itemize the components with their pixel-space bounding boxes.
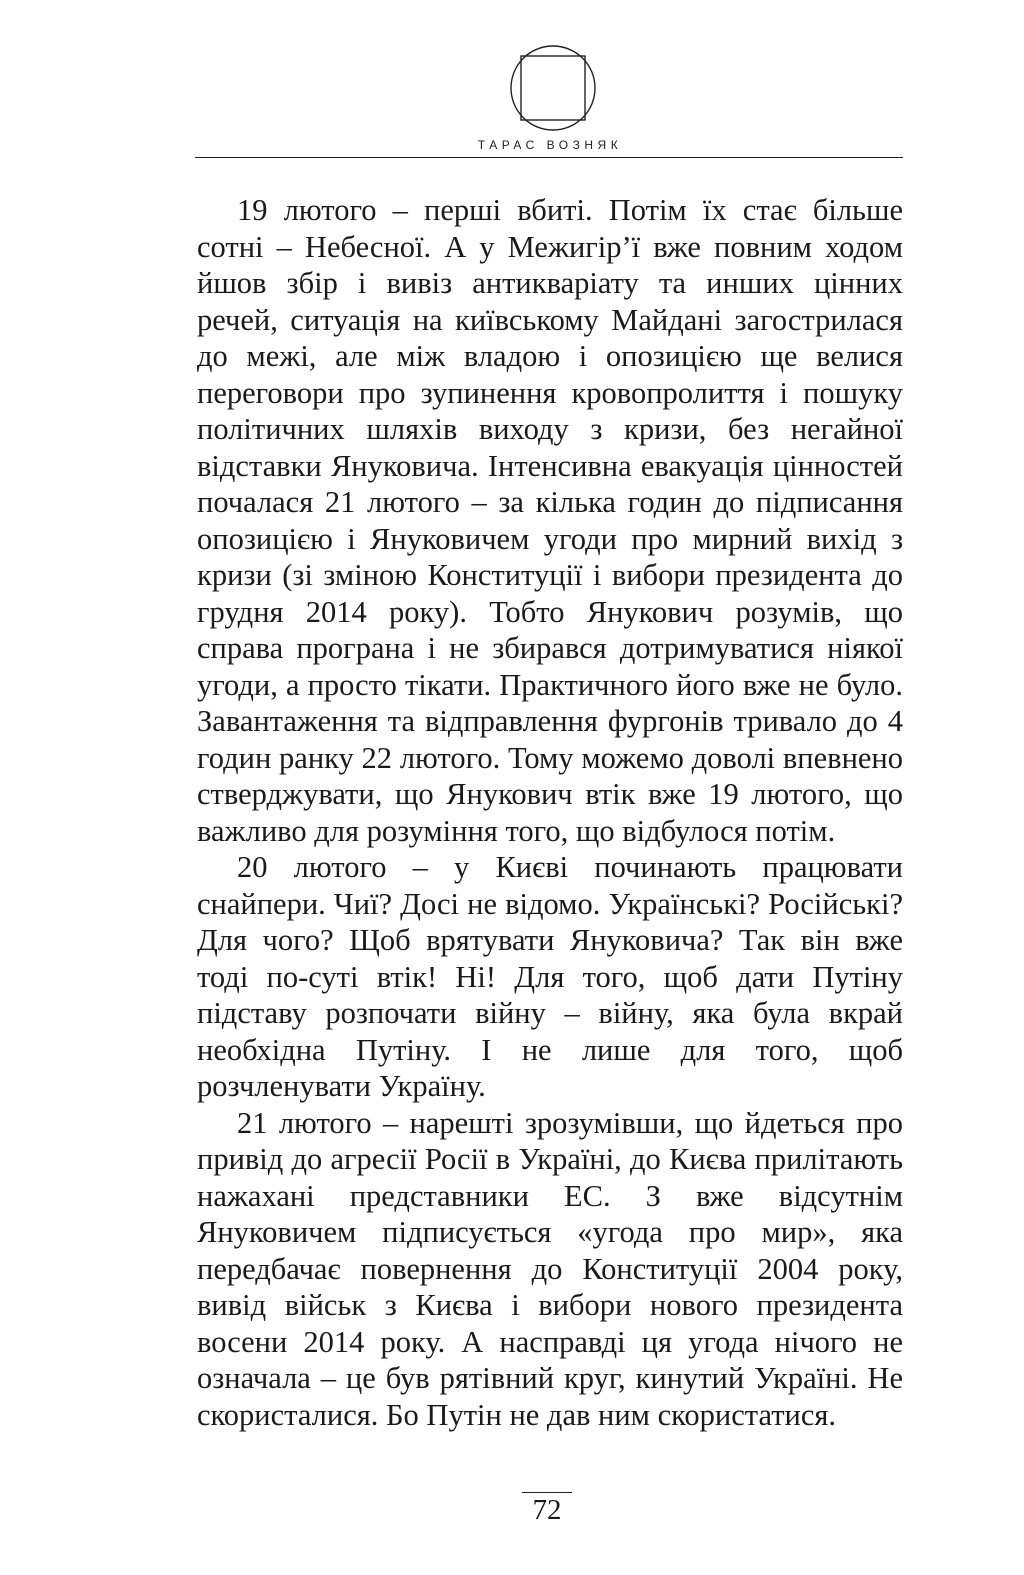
running-head-author: ТАРАС ВОЗНЯК [477, 138, 623, 152]
paragraph-feb-20: 20 лютого – у Києві починають працювати снайпери. Чиї? Досі не відомо. Українські? Російські? Для чого? Щоб врятувати Януковича? Так він вже тоді по-суті втік! Ні! Для того, щоб дати Путіну підставу розпочати війну – війну, яка була вкрай необхідна Путіну. І не лише для того, щоб розчленувати Україну. [197, 850, 903, 1103]
body-text [197, 192, 903, 1433]
paragraph-feb-19: 19 лютого – перші вбиті. Потім їх стає більше сотні – Небесної. А у Межигір’ї вже повним ходом йшов збір і вивіз антикваріату та инших цінних речей, ситуація на київському Майдані загострилася до межі, але між владою і опозицією ще велися переговори про зупинення кровопролиття і пошуку політичних шляхів виходу з кризи, без негайної відставки Януковича. Інтенсивна евакуація цінностей почалася 21 лютого – за кілька годин до підписання опозицією і Януковичем угоди про мирний вихід з кризи (зі зміною Конституції і вибори президента до грудня 2014 року). Тобто Янукович розумів, що справа програна і не збирався дотримуватися ніякої угоди, а просто тікати. Практичного його вже не було. Завантаження та відправлення фургонів тривало до 4 годин ранку 22 лютого. Тому можемо доволі впевнено стверджувати, що Янукович втік вже 19 лютого, що важливо для розуміння того, що відбулося потім. [197, 193, 903, 848]
page-number: 72 [532, 1494, 562, 1526]
paragraph-feb-21: 21 лютого – нарешті зрозумівши, що йдеться про привід до агресії Росії в Україні, до Києва прилітають нажахані представники ЕС. З вже відсутнім Януковичем підписується «угода про мир», яка передбачає повернення до Конституції 2004 року, вивід військ з Києва і вибори нового президента восени 2014 року. А насправді ця угода нічого не означала – це був рятівний круг, кинутий Україні. Не скористалися. Бо Путін не дав ним скористатися. [197, 1105, 903, 1432]
circle-square-emblem-icon [509, 44, 597, 132]
header-divider [195, 157, 903, 158]
